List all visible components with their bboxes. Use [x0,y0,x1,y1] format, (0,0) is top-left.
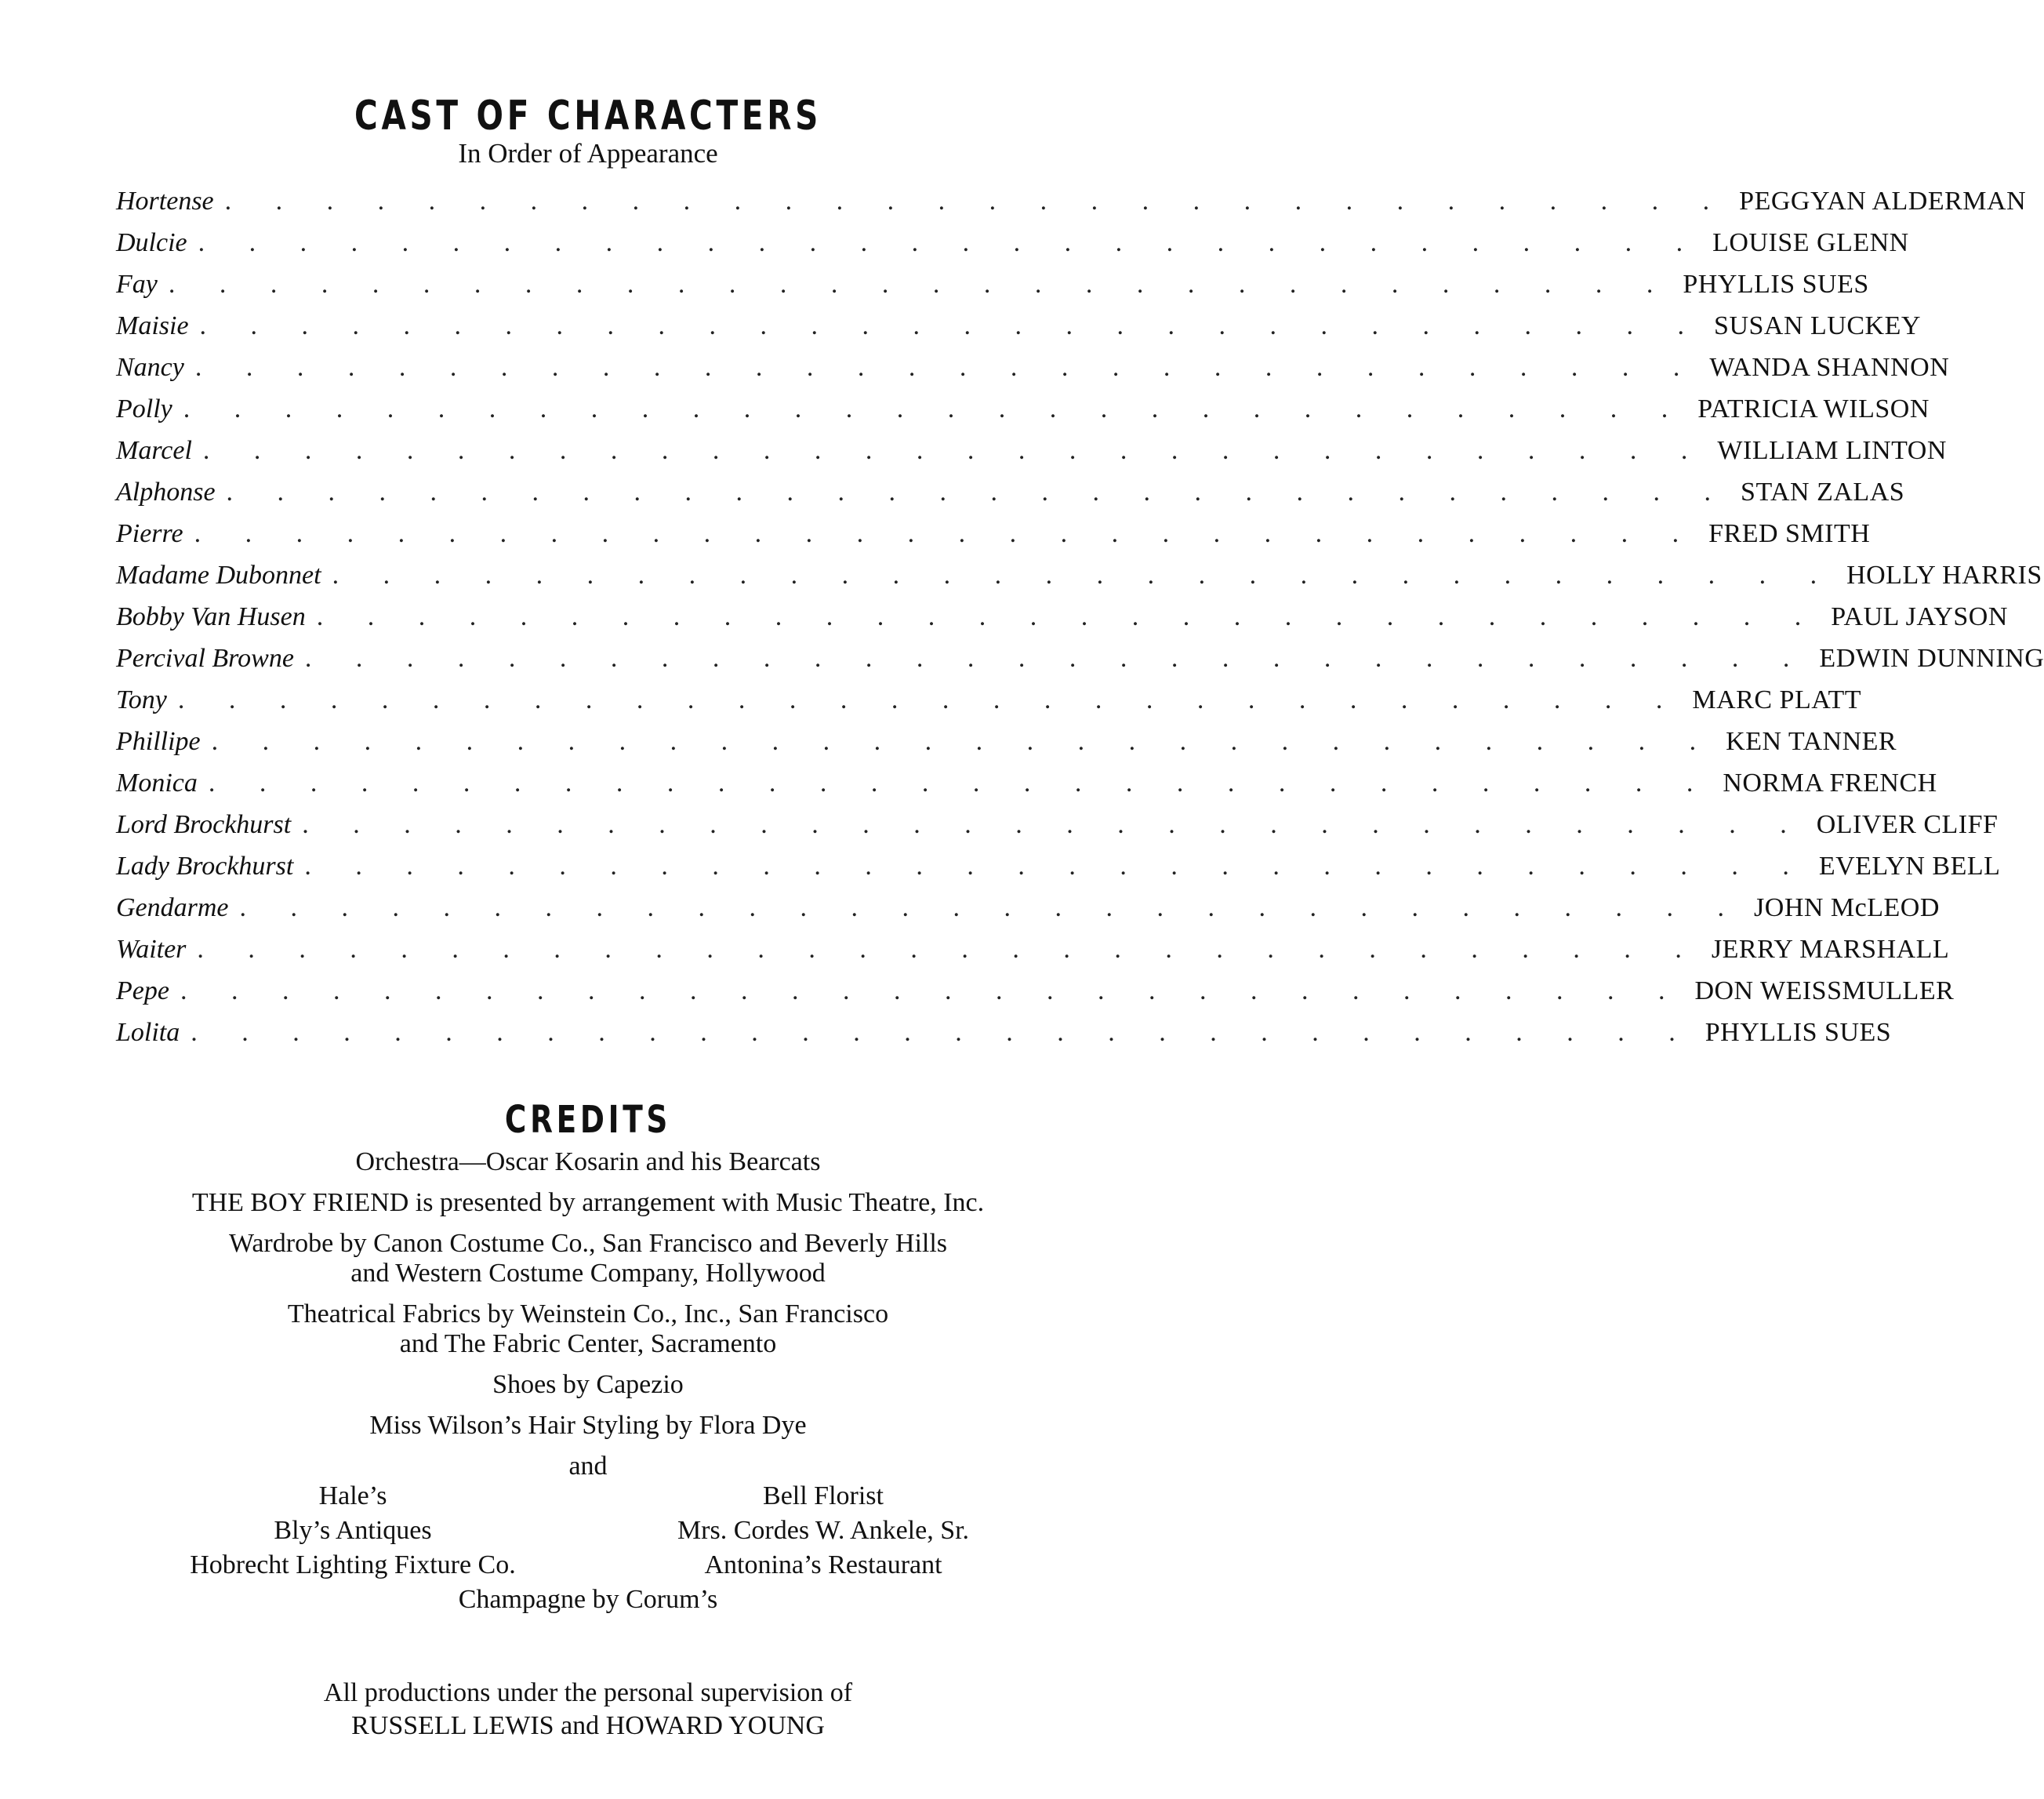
dot-leader: . . . . . . . . . . . . . . . . . . . . . . . . . . . . . . [304,852,1808,881]
cast-role: Fay [116,270,158,299]
cast-heading: CAST OF CHARACTERS [354,93,822,140]
cast-row [116,519,1871,561]
cast-actor: WANDA SHANNON [1709,353,1950,382]
cast-role: Lolita [116,1018,180,1047]
cast-role: Percival Browne [116,644,294,673]
cast-role: Hortense [116,187,214,216]
cast-row [116,727,1897,769]
credit-right-item: Antonina’s Restaurant [704,1550,942,1579]
footer-supervision: All productions under the personal supervision of [323,1678,853,1707]
cast-actor: PAUL JAYSON [1831,602,2008,631]
cast-actor: PEGGYAN ALDERMAN [1739,187,2027,216]
dot-leader: . . . . . . . . . . . . . . . . . . . . . . . . . . . . . . [302,810,1806,839]
cast-row [116,935,1950,976]
cast-role: Monica [116,769,198,798]
cast-row [116,187,2027,228]
cast-list [116,187,2044,1059]
cast-actor: JOHN McLEOD [1754,893,1940,922]
dot-leader: . . . . . . . . . . . . . . . . . . . . . . . . . . . . . . [224,187,1729,216]
dot-leader: . . . . . . . . . . . . . . . . . . . . . . . . . . . . . . [177,685,1682,714]
credit-wardrobe-line-1: Wardrobe by Canon Costume Co., San Francisco and Beverly Hills [228,1229,948,1258]
cast-role: Nancy [116,353,184,382]
cast-role: Dulcie [116,228,187,257]
dot-leader: . . . . . . . . . . . . . . . . . . . . . . . . . . . . . . [197,935,1701,964]
credit-columns-row-1 [0,1481,1176,1516]
cast-row [116,353,1950,394]
dot-leader: . . . . . . . . . . . . . . . . . . . . . . . . . . . . . . [304,644,1809,673]
dot-leader: . . . . . . . . . . . . . . . . . . . . . . . . . . . . . . [168,270,1672,299]
dot-leader: . . . . . . . . . . . . . . . . . . . . . . . . . . . . . . [199,311,1704,340]
credit-right-item: Mrs. Cordes W. Ankele, Sr. [677,1516,970,1545]
cast-row [116,561,2042,602]
credit-columns-row-3 [0,1550,1176,1585]
dot-leader: . . . . . . . . . . . . . . . . . . . . . . . . . . . . . . [191,1018,1694,1047]
credit-presented: THE BOY FRIEND is presented by arrangement with Music Theatre, Inc. [191,1188,985,1217]
dot-leader: . . . . . . . . . . . . . . . . . . . . . . . . . . . . . . [183,394,1687,423]
credits-section [0,1147,1176,1615]
cast-row [116,311,1921,353]
cast-row [116,228,1909,270]
dot-leader: . . . . . . . . . . . . . . . . . . . . . . . . . . . . . . [194,353,1699,382]
cast-row [116,769,1937,810]
cast-role: Waiter [116,935,187,964]
cast-actor: SUSAN LUCKEY [1714,311,1921,340]
credit-and: and [568,1452,608,1481]
credit-left-item: Bly’s Antiques [274,1516,432,1545]
cast-role: Tony [116,685,167,714]
cast-role: Pepe [116,976,169,1005]
cast-actor: JERRY MARSHALL [1711,935,1950,964]
cast-actor: HOLLY HARRIS [1846,561,2042,590]
cast-role: Polly [116,394,172,423]
cast-row [116,852,2001,893]
dot-leader: . . . . . . . . . . . . . . . . . . . . . . . . . . . . . . [198,228,1702,257]
cast-row [116,270,1869,311]
cast-row [116,602,2008,644]
cast-role: Phillipe [116,727,201,756]
cast-role: Bobby Van Husen [116,602,306,631]
credit-champagne: Champagne by Corum’s [458,1585,718,1614]
cast-role: Gendarme [116,893,229,922]
cast-row [116,1018,1892,1059]
cast-actor: PHYLLIS SUES [1705,1018,1892,1047]
dot-leader: . . . . . . . . . . . . . . . . . . . . . . . . . . . . . . [180,976,1684,1005]
cast-row [116,685,1862,727]
dot-leader: . . . . . . . . . . . . . . . . . . . . . . . . . . . . . . [208,769,1712,798]
footer [0,1677,1176,1743]
credit-shoes: Shoes by Capezio [492,1370,684,1399]
credit-fabrics-line-2: and The Fabric Center, Sacramento [399,1329,777,1358]
cast-row [116,644,2044,685]
cast-actor: KEN TANNER [1726,727,1897,756]
credit-orchestra: Orchestra—Oscar Kosarin and his Bearcats [355,1147,821,1176]
cast-actor: FRED SMITH [1708,519,1871,548]
dot-leader: . . . . . . . . . . . . . . . . . . . . . . . . . . . . . . [332,561,1836,590]
cast-role: Pierre [116,519,183,548]
cast-actor: STAN ZALAS [1741,478,1905,507]
cast-role: Maisie [116,311,189,340]
cast-actor: OLIVER CLIFF [1816,810,1999,839]
cast-actor: MARC PLATT [1692,685,1862,714]
dot-leader: . . . . . . . . . . . . . . . . . . . . . . . . . . . . . . [226,478,1730,507]
credit-columns-row-2 [0,1516,1176,1550]
dot-leader: . . . . . . . . . . . . . . . . . . . . . . . . . . . . . . [194,519,1698,548]
credit-right-item: Bell Florist [763,1481,884,1510]
cast-role: Madame Dubonnet [116,561,321,590]
cast-actor: LOUISE GLENN [1712,228,1909,257]
credit-hair: Miss Wilson’s Hair Styling by Flora Dye [369,1411,807,1440]
credit-wardrobe [0,1229,1176,1288]
credits-heading: CREDITS [504,1098,672,1142]
cast-actor: DON WEISSMULLER [1694,976,1955,1005]
dot-leader: . . . . . . . . . . . . . . . . . . . . . . . . . . . . . . [202,436,1707,465]
cast-actor: WILLIAM LINTON [1717,436,1947,465]
cast-row [116,976,1955,1018]
footer-names: RUSSELL LEWIS and HOWARD YOUNG [351,1711,825,1740]
cast-role: Lord Brockhurst [116,810,292,839]
credit-fabrics [0,1299,1176,1359]
cast-row [116,810,1999,852]
cast-actor: NORMA FRENCH [1723,769,1937,798]
credit-fabrics-line-1: Theatrical Fabrics by Weinstein Co., Inc., San Francisco [287,1299,889,1328]
cast-actor: PHYLLIS SUES [1683,270,1869,299]
cast-row [116,478,1905,519]
cast-subtitle: In Order of Appearance [458,138,718,169]
cast-row [116,893,1940,935]
dot-leader: . . . . . . . . . . . . . . . . . . . . . . . . . . . . . . [316,602,1821,631]
credit-left-item: Hale’s [318,1481,387,1510]
cast-actor: EVELYN BELL [1818,852,2001,881]
credit-wardrobe-line-2: and Western Costume Company, Hollywood [350,1259,826,1288]
cast-row [116,436,1947,478]
dot-leader: . . . . . . . . . . . . . . . . . . . . . . . . . . . . . . [211,727,1715,756]
cast-role: Marcel [116,436,192,465]
credit-left-item: Hobrecht Lighting Fixture Co. [190,1550,516,1579]
cast-role: Alphonse [116,478,216,507]
cast-actor: PATRICIA WILSON [1697,394,1930,423]
cast-role: Lady Brockhurst [116,852,294,881]
dot-leader: . . . . . . . . . . . . . . . . . . . . . . . . . . . . . . [239,893,1744,922]
cast-row [116,394,1930,436]
cast-actor: EDWIN DUNNING [1819,644,2044,673]
